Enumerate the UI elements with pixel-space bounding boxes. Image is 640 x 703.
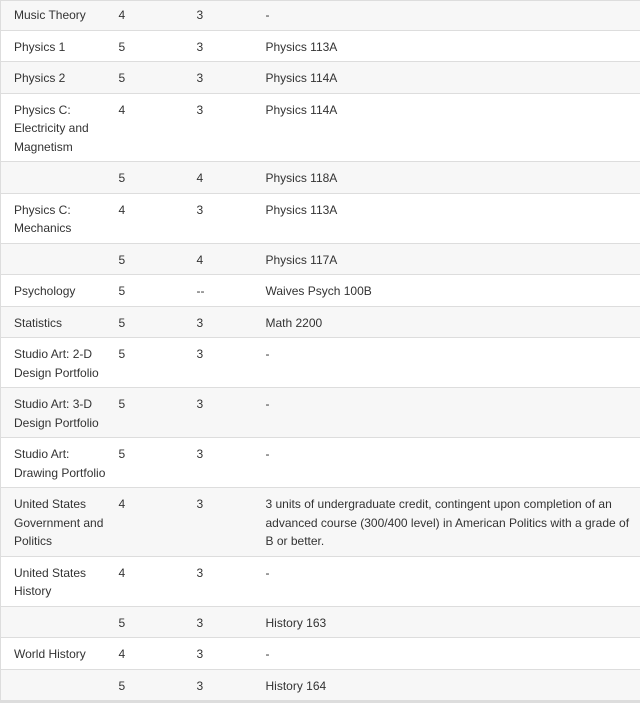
table-row (1, 438, 640, 488)
equivalent-cell: History 163 (263, 606, 640, 638)
units-cell: 3 (196, 338, 263, 388)
units-cell: -- (196, 275, 263, 307)
equivalent-cell: Physics 117A (263, 243, 640, 275)
score-cell: 5 (112, 606, 196, 638)
table-row (1, 193, 640, 243)
course-cell (1, 243, 112, 275)
units-cell: 3 (196, 638, 263, 670)
table-body (1, 1, 640, 702)
course-cell: Studio Art: 2-D Design Portfolio (1, 338, 112, 388)
course-cell: United States History (1, 556, 112, 606)
table-row (1, 93, 640, 162)
equivalent-cell: Physics 113A (263, 193, 640, 243)
equivalent-cell: History 164 (263, 669, 640, 702)
score-cell: 5 (112, 438, 196, 488)
score-cell: 4 (112, 488, 196, 557)
course-cell (1, 606, 112, 638)
table-row (1, 638, 640, 670)
course-cell: World History (1, 638, 112, 670)
equivalent-cell: - (263, 1, 640, 31)
score-cell: 5 (112, 306, 196, 338)
table-row (1, 556, 640, 606)
score-cell: 4 (112, 93, 196, 162)
units-cell: 3 (196, 62, 263, 94)
table-row (1, 243, 640, 275)
equivalent-cell: - (263, 556, 640, 606)
course-cell: Music Theory (1, 1, 112, 31)
units-cell: 3 (196, 438, 263, 488)
equivalent-cell: Waives Psych 100B (263, 275, 640, 307)
units-cell: 4 (196, 162, 263, 194)
course-cell: Physics C: Mechanics (1, 193, 112, 243)
units-cell: 3 (196, 388, 263, 438)
score-cell: 5 (112, 388, 196, 438)
course-cell (1, 669, 112, 702)
course-cell: Studio Art: 3-D Design Portfolio (1, 388, 112, 438)
course-cell: United States Government and Politics (1, 488, 112, 557)
course-cell: Psychology (1, 275, 112, 307)
equivalent-cell: Physics 114A (263, 93, 640, 162)
table-row (1, 62, 640, 94)
course-cell (1, 162, 112, 194)
score-cell: 5 (112, 162, 196, 194)
course-cell: Physics 2 (1, 62, 112, 94)
table-row (1, 488, 640, 557)
course-cell: Physics 1 (1, 30, 112, 62)
score-cell: 5 (112, 30, 196, 62)
course-cell: Studio Art: Drawing Portfolio (1, 438, 112, 488)
units-cell: 3 (196, 669, 263, 702)
score-cell: 5 (112, 62, 196, 94)
units-cell: 3 (196, 606, 263, 638)
table-row (1, 275, 640, 307)
score-cell: 5 (112, 275, 196, 307)
table-row (1, 669, 640, 702)
units-cell: 3 (196, 193, 263, 243)
equivalent-cell: Physics 114A (263, 62, 640, 94)
score-cell: 4 (112, 1, 196, 31)
score-cell: 4 (112, 193, 196, 243)
equivalent-cell: Physics 118A (263, 162, 640, 194)
table-row (1, 30, 640, 62)
score-cell: 5 (112, 243, 196, 275)
table-row (1, 1, 640, 31)
table-row (1, 606, 640, 638)
equivalent-cell: 3 units of undergraduate credit, contingent upon completion of an advanced course (300/400 level) in American Politics with a grade of B or better. (263, 488, 640, 557)
table-row (1, 306, 640, 338)
score-cell: 5 (112, 338, 196, 388)
table-row (1, 388, 640, 438)
units-cell: 3 (196, 556, 263, 606)
equivalent-cell: - (263, 388, 640, 438)
table-row (1, 338, 640, 388)
equivalent-cell: Math 2200 (263, 306, 640, 338)
course-cell: Statistics (1, 306, 112, 338)
units-cell: 3 (196, 306, 263, 338)
table-row (1, 162, 640, 194)
equivalent-cell: - (263, 438, 640, 488)
units-cell: 3 (196, 93, 263, 162)
units-cell: 3 (196, 30, 263, 62)
score-cell: 5 (112, 669, 196, 702)
equivalent-cell: Physics 113A (263, 30, 640, 62)
score-cell: 4 (112, 556, 196, 606)
course-cell: Physics C: Electricity and Magnetism (1, 93, 112, 162)
equivalent-cell: - (263, 338, 640, 388)
equivalent-cell: - (263, 638, 640, 670)
score-cell: 4 (112, 638, 196, 670)
units-cell: 4 (196, 243, 263, 275)
units-cell: 3 (196, 1, 263, 31)
units-cell: 3 (196, 488, 263, 557)
